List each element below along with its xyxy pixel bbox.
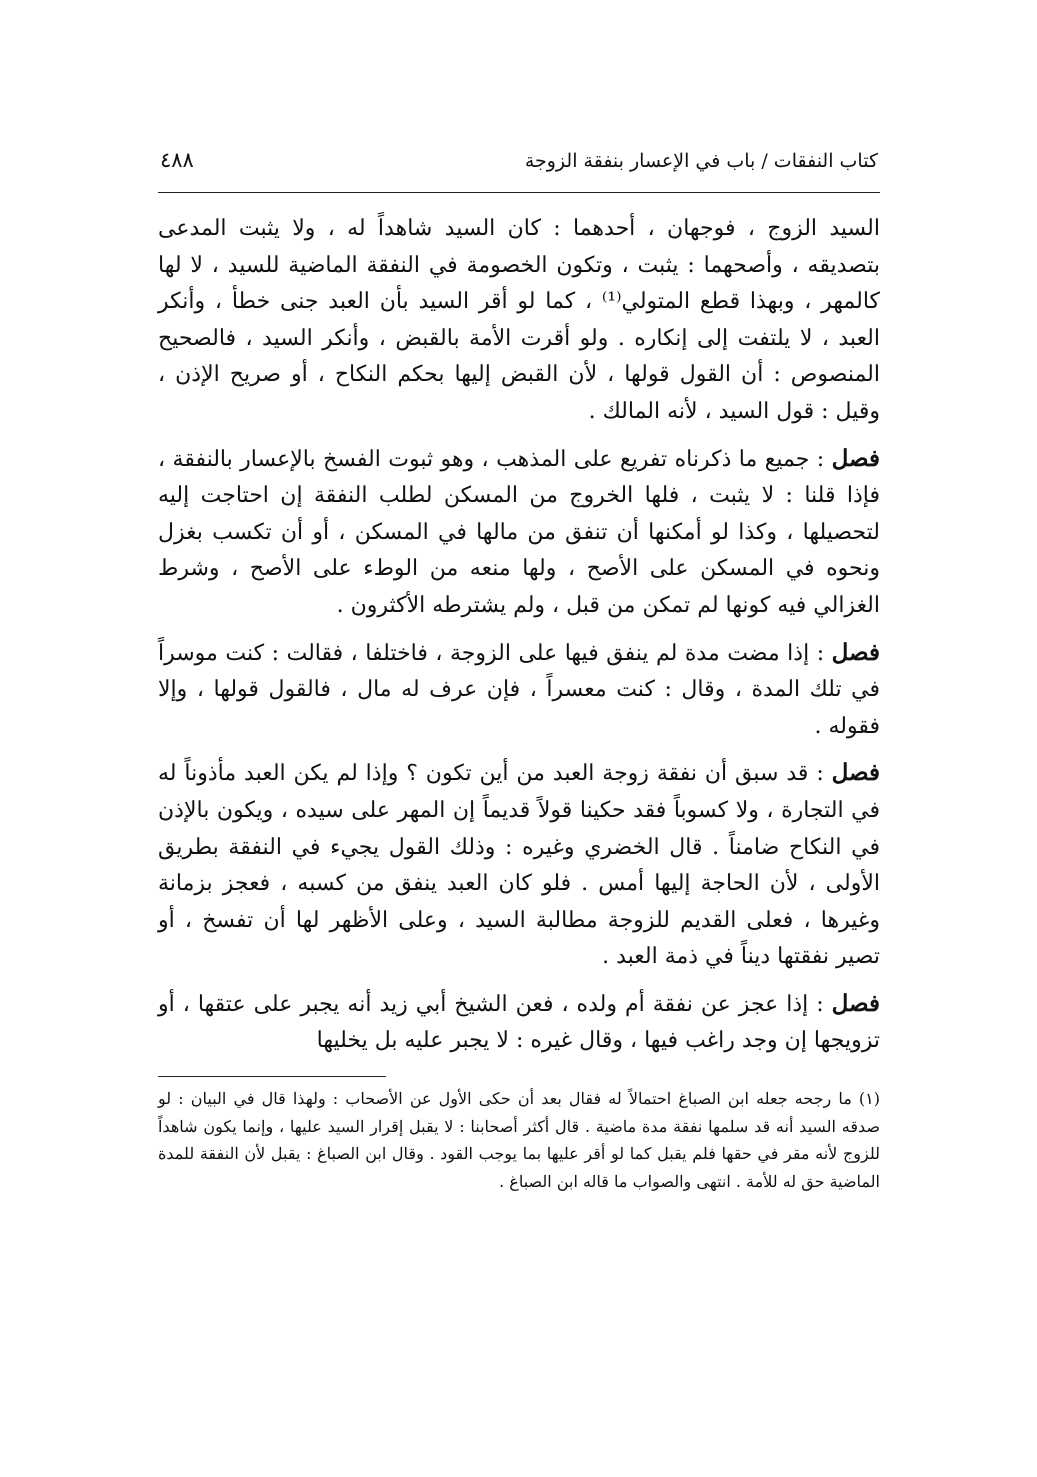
paragraph-text: السيد الزوج ، فوجهان ، أحدهما : كان السيد شاهداً له ، ولا يثبت المدعى بتصديقه ، وأصحهما : يثبت ، وتكون الخصومة في النفقة الماضية للسيد ، لا لها كالمهر ، وبهذا قطع المتولي⁽¹⁾ ، كما لو أقر السيد بأن العبد جنى خطأ ، وأنكر العبد ، لا يلتفت إلى إنكاره . ولو أقرت الأمة بالقبض ، وأنكر السيد ، فالصحيح المنصوص : أن القول قولها ، لأن القبض إليها بحكم النكاح ، أو صريح الإذن ، وقيل : قول السيد ، لأنه المالك . bbox=[158, 216, 880, 424]
section-lead-word: فصل bbox=[831, 444, 880, 472]
paragraph-text: : إذا عجز عن نفقة أم ولده ، فعن الشيخ أبي زيد أنه يجبر على عتقها ، أو تزويجها إن وجد راغب فيها ، وقال غيره : لا يجبر عليه بل يخليها bbox=[158, 991, 880, 1054]
running-header bbox=[158, 148, 880, 193]
page-number: ٤٨٨ bbox=[160, 148, 194, 172]
paragraph bbox=[158, 755, 880, 976]
paragraph-text: : قد سبق أن نفقة زوجة العبد من أين تكون ؟ وإذا لم يكن العبد مأذوناً له في التجارة ، ولا كسوباً فقد حكينا قولاً قديماً إن المهر على سيده ، ويكون بالإذن في النكاح ضامناً . قال الخضري وغيره : وذلك القول يجيء في النفقة بطريق الأولى ، لأن الحاجة إليها أمس . فلو كان العبد ينفق من كسبه ، فعجز بزمانة وغيرها ، فعلى القديم للزوجة مطالبة السيد ، وعلى الأظهر لها أن تفسخ ، أو تصير نفقتها ديناً في ذمة العبد . bbox=[158, 761, 880, 970]
paragraph-text: : إذا مضت مدة لم ينفق فيها على الزوجة ، فاختلفا ، فقالت : كنت موسراً في تلك المدة ، وقال : كنت معسراً ، فإن عرف له مال ، فالقول قولها ، وإلا فقوله . bbox=[158, 640, 880, 739]
section-lead-word: فصل bbox=[831, 989, 880, 1017]
section-lead-word: فصل bbox=[831, 638, 880, 666]
paragraph bbox=[158, 986, 880, 1060]
body-text bbox=[158, 211, 880, 1060]
paragraph bbox=[158, 211, 880, 431]
book-page bbox=[158, 148, 880, 1348]
paragraph-text: : جميع ما ذكرناه تفريع على المذهب ، وهو ثبوت الفسخ بالإعسار بالنفقة ، فإذا قلنا : لا يثبت ، فلها الخروج من المسكن لطلب النفقة إن احتاجت إليه لتحصيلها ، وكذا لو أمكنها أن تنفق من مالها في المسكن ، أو أن تكسب بغزل ونحوه في المسكن على الأصح ، ولها منعه من الوطء على الأصح ، وشرط الغزالي فيه كونها لم تمكن من قبل ، ولم يشترطه الأكثرون . bbox=[158, 446, 880, 618]
footnote-separator bbox=[158, 1076, 386, 1077]
section-lead-word: فصل bbox=[831, 759, 880, 787]
footnote: (١) ما رجحه جعله ابن الصباغ احتمالاً له فقال بعد أن حكى الأول عن الأصحاب : ولهذا قال في البيان : لو صدقه السيد أنه قد سلمها نفقة مدة ماضية . قال أكثر أصحابنا : لا يقبل إقرار السيد عليها ، وإنما يكون شاهداً للزوج لأنه مقر في حقها فلم يقبل كما لو أقر عليها بما يوجب القود . وقال ابن الصباغ : يقبل لأن النفقة للمدة الماضية حق له للأمة . انتهى والصواب ما قاله ابن الصباغ . bbox=[158, 1089, 880, 1191]
paragraph bbox=[158, 635, 880, 746]
paragraph bbox=[158, 441, 880, 625]
header-title: كتاب النفقات / باب في الإعسار بنفقة الزوجة bbox=[524, 150, 878, 172]
